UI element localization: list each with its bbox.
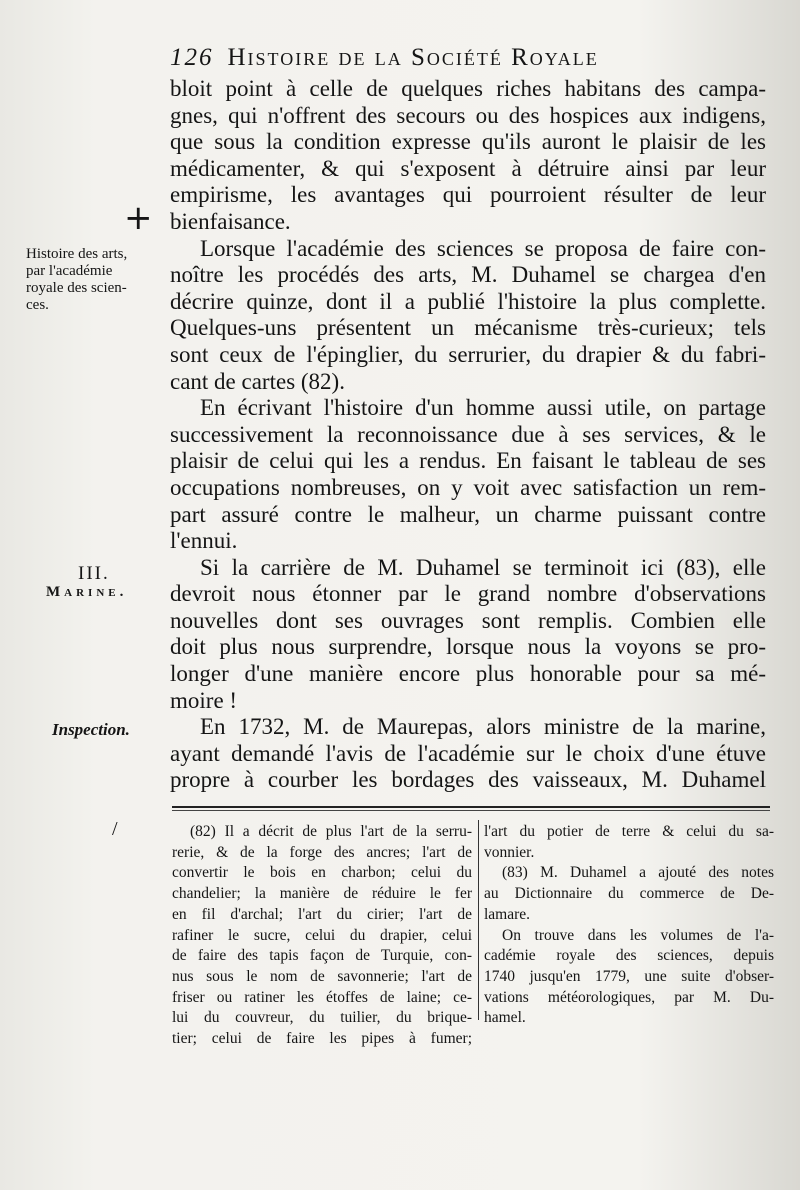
text-line: empirisme, les avantages qui pourroient résulter de leur [170, 182, 766, 208]
footnote-rule-thin [172, 810, 770, 811]
margin-note-arts [26, 246, 156, 314]
footnote-line: rerie, & de la forge des ancres; l'art de [172, 843, 472, 861]
text-line: devroit nous étonner par le grand nombre d'observations [170, 581, 766, 607]
text-line: Si la carrière de M. Duhamel se terminoit ici (83), elle [200, 554, 766, 580]
text-line: doit plus nous surprendre, lorsque nous la voyons se pro- [170, 634, 766, 660]
paragraph-2 [170, 236, 766, 396]
footnote-line: friser ou ratiner les étoffes de laine; ce- [172, 988, 472, 1006]
text-line: longer d'une manière encore plus honorable pour sa mé- [170, 661, 766, 687]
margin-note-line: ces. [26, 297, 49, 313]
text-line: ayant demandé l'avis de l'académie sur le choix d'une étuve [170, 740, 766, 766]
paragraph-3 [170, 395, 766, 555]
footnote-line: tier; celui de faire les pipes à fumer; [172, 1030, 472, 1048]
text-line: successivement la reconnoissance due à ses services, & le [170, 421, 766, 447]
footnote-line: lui du couvreur, du tuilier, du brique- [172, 1009, 472, 1027]
text-line: bloit point à celle de quelques riches habitans des campa- [170, 76, 766, 101]
footnote-line: cadémie royale des sciences, depuis [484, 947, 774, 965]
text-line: Quelques-uns présentent un mécanisme très-curieux; tels [170, 315, 766, 341]
text-line: plaisir de celui qui les a rendus. En faisant le tableau de ses [170, 448, 766, 474]
text-line: part assuré contre le malheur, un charme puissant contre [170, 501, 766, 527]
footnotes-left-column [172, 822, 472, 1050]
text-line: bienfaisance. [170, 208, 291, 234]
text-line: propre à courber les bordages des vaisseaux, M. Duhamel [170, 767, 766, 793]
text-line: sont ceux de l'épinglier, du serrurier, du drapier & du fabri- [170, 341, 766, 367]
footnote-line: On trouve dans les volumes de l'a- [502, 926, 774, 944]
page-number: 126 [170, 44, 214, 71]
footnote-mark: / [112, 818, 118, 840]
footnote-line: 1740 jusqu'en 1779, une suite d'obser- [484, 967, 774, 985]
text-line: En 1732, M. de Maurepas, alors ministre de la marine, [200, 714, 766, 740]
text-line: nouvelles dont ses ouvrages sont remplis. Combien elle [170, 607, 766, 633]
margin-note-line: Histoire des arts, [26, 246, 128, 262]
paragraph-5 [170, 714, 766, 794]
footnote-column-divider [478, 820, 479, 1020]
footnote-line: vonnier. [484, 843, 535, 861]
main-text [170, 76, 766, 794]
footnote-line: convertir le bois en charbon; celui du [172, 864, 472, 882]
running-title: Histoire de la Société Royale [227, 44, 599, 71]
text-line: occupations nombreuses, on y voit avec satisfaction un rem- [170, 474, 766, 500]
margin-note-line: par l'académie [26, 263, 113, 279]
paragraph-1 [170, 76, 766, 236]
footnote-line: rafiner le sucre, celui du drapier, celui [172, 926, 472, 944]
footnote-line: (83) M. Duhamel a ajouté des notes [502, 864, 774, 882]
paragraph-4 [170, 555, 766, 715]
footnote-line: hamel. [484, 1009, 526, 1027]
text-line: l'ennui. [170, 528, 238, 554]
section-number: III. [78, 563, 110, 584]
text-line: décrire quinze, dont il a publié l'histoire la plus complette. [170, 288, 766, 314]
text-line: médicamenter, & qui s'exposent à détruire ainsi par leur [170, 155, 766, 181]
footnote-line: vations météorologiques, par M. Du- [484, 988, 774, 1006]
footnotes-right-column [484, 822, 774, 1029]
text-line: cant de cartes (82). [170, 368, 345, 394]
text-line: noître les procédés des arts, M. Duhamel se chargea d'en [170, 262, 766, 288]
footnote-line: en fil d'archal; l'art du cirier; l'art de [172, 905, 472, 923]
footnote-line: au Dictionnaire du commerce de De- [484, 885, 774, 903]
cross-mark: + [124, 198, 153, 238]
footnote-line: l'art du potier de terre & celui du sa- [484, 823, 774, 840]
text-line: Lorsque l'académie des sciences se proposa de faire con- [200, 235, 766, 261]
footnote-line: nus sous le nom de savonnerie; l'art de [172, 967, 472, 985]
footnote-line: (82) Il a décrit de plus l'art de la serru- [190, 823, 472, 840]
margin-note-line: royale des scien- [26, 280, 127, 296]
section-name: Marine. [46, 584, 128, 600]
text-line: moire ! [170, 687, 238, 713]
footnote-line: de faire des tapis façon de Turquie, con- [172, 947, 472, 965]
footnote-line: chandelier; la manière de réduire le fer [172, 885, 472, 903]
text-line: gnes, qui n'offrent des secours ou des hospices aux indigens, [170, 102, 766, 128]
margin-note-inspection: Inspection. [52, 720, 130, 739]
text-line: En écrivant l'histoire d'un homme aussi utile, on partage [200, 395, 766, 421]
running-header [170, 44, 730, 72]
text-line: que sous la condition expresse qu'ils auront le plaisir de les [170, 129, 766, 155]
footnote-line: lamare. [484, 905, 531, 923]
footnote-rule [172, 806, 770, 808]
